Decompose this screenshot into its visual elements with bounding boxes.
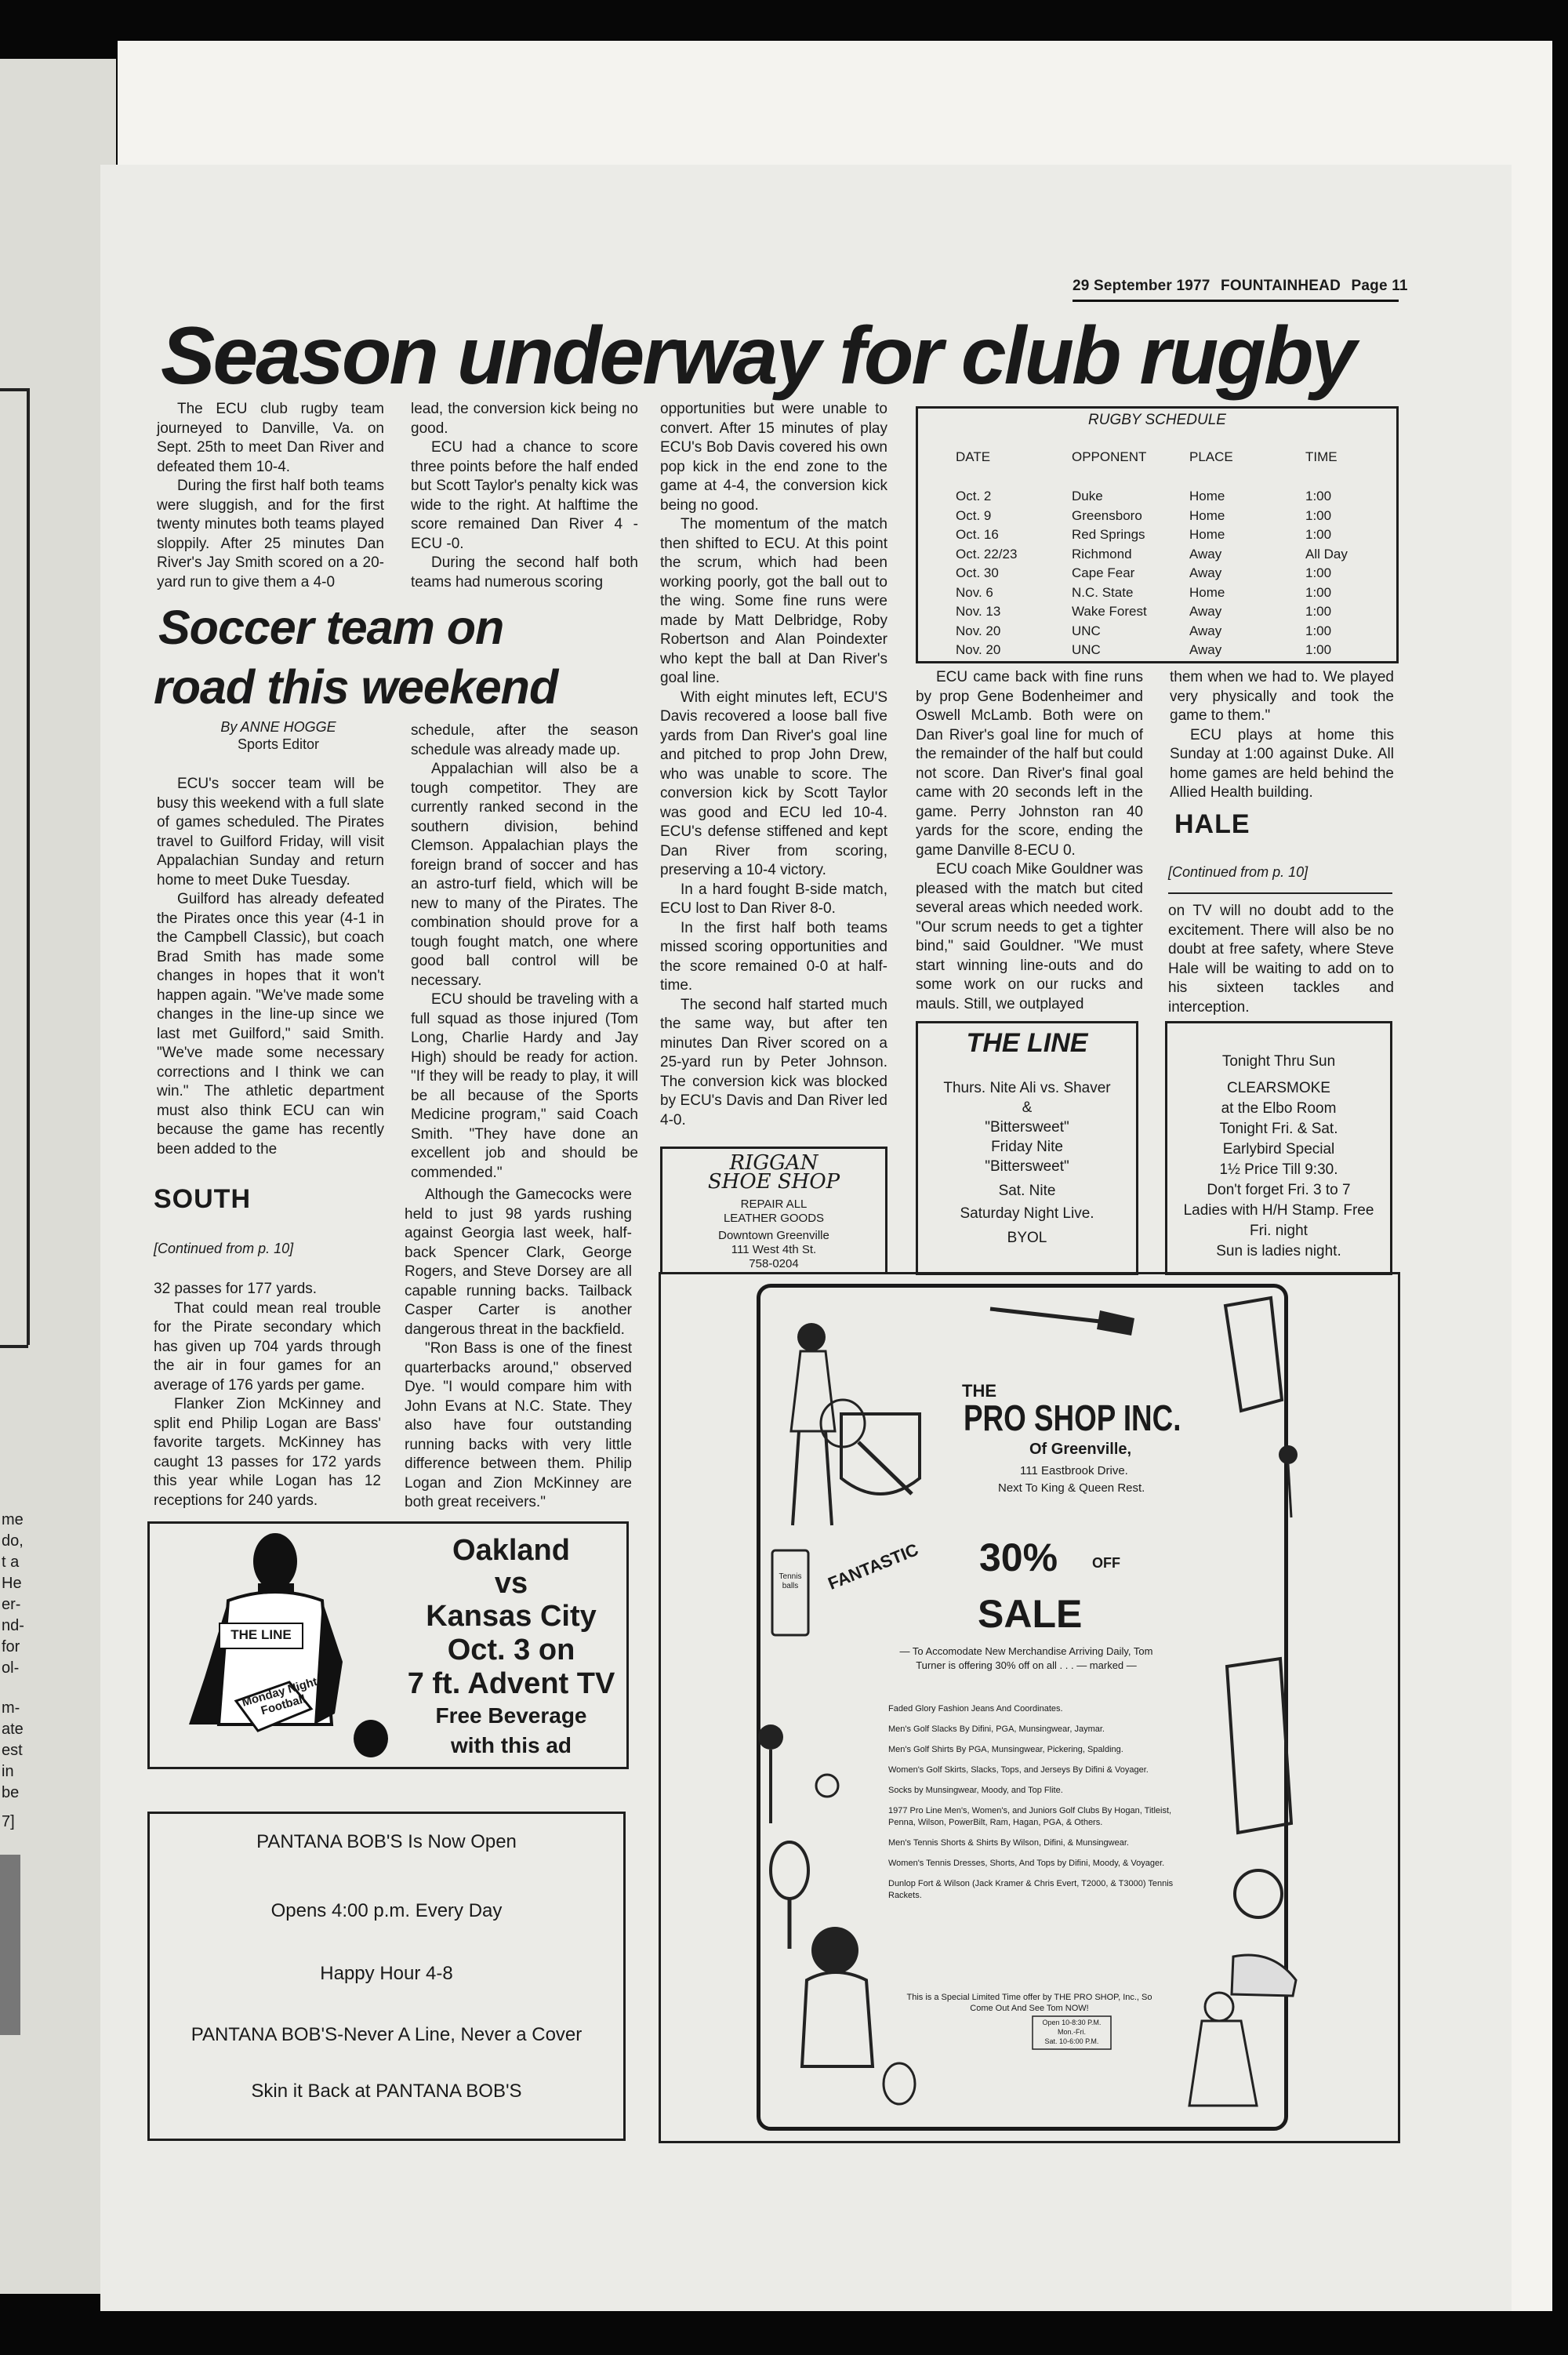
- schedule-header: PLACE: [1189, 449, 1233, 464]
- left-page-rule: [0, 1345, 28, 1348]
- soccer-column-1: [157, 775, 384, 1159]
- paragraph: With eight minutes left, ECU'S Davis recovered a loose ball five yards from Dan River's goal line and pitched to prop John Drew, who was unable to score. The conversion kick by Scott Taylor was good and ECU led 10-4. ECU's defense stiffened and kept Dan River from scoring, preserving a 10-4 victory.: [660, 689, 887, 878]
- ad-line: Happy Hour 4-8: [320, 1963, 453, 1984]
- ad-line: &: [1022, 1099, 1033, 1116]
- ad-line: PANTANA BOB'S Is Now Open: [256, 1831, 517, 1852]
- ad-line: Sat. Nite: [998, 1183, 1056, 1199]
- south-column-1: [154, 1280, 381, 1510]
- paragraph: ECU should be traveling with a full squad as those injured (Tom Long, Charlie Hardy and Jay High) should be ready for action. "If they will be ready to play, it will be all because of the Sports Medicine program," said Coach Smith. "They have done an excellent job and should be commended.": [411, 991, 638, 1181]
- hale-column: [1168, 902, 1394, 1017]
- rugby-column-1: [157, 400, 384, 592]
- hale-title: HALE: [1174, 809, 1250, 839]
- schedule-header: TIME: [1305, 449, 1338, 464]
- proshop-next-to: Next To King & Queen Rest.: [998, 1481, 1145, 1495]
- left-page-fragment: est: [2, 1742, 23, 1759]
- paragraph: During the first half both teams were sluggish, and for the first twenty minutes both teams played sloppily. After 25 minutes Dan River's Jay Smith scored on a 20-yard run to give them a 4-0: [157, 478, 384, 591]
- paragraph: The second half started much the same way, but after ten minutes Dan River scored on a 25-yard run by Peter Johnson. The conversion kick was blocked by ECU's Davis and Dan River led 4-0.: [660, 996, 887, 1128]
- ad-line: Tonight Thru Sun: [1221, 1053, 1336, 1070]
- rugby-schedule: [916, 406, 1399, 663]
- paragraph: ECU's soccer team will be busy this weekend with a full slate of games scheduled. The Pirates travel to Guilford Friday, will visit Appalachian Sunday and return home to meet Duke Tuesday.: [157, 776, 384, 889]
- schedule-cell: 1:00: [1305, 489, 1332, 503]
- continued-note: [Continued from p. 10]: [1168, 864, 1308, 880]
- soccer-headline-line: Soccer team on: [158, 601, 504, 654]
- left-page-fragment: He: [2, 1575, 22, 1592]
- rugby-column-2: [411, 400, 638, 592]
- schedule-cell: 1:00: [1305, 642, 1332, 657]
- schedule-cell: 1:00: [1305, 507, 1332, 523]
- schedule-cell: Duke: [1072, 489, 1103, 503]
- schedule-title: RUGBY SCHEDULE: [1088, 412, 1226, 428]
- hours-line: Open 10-8:30 P.M.: [1042, 2019, 1102, 2026]
- soccer-headline: [154, 598, 557, 717]
- list-item: Men's Tennis Shorts & Shirts By Wilson, Difini, & Munsingwear.: [888, 1838, 1129, 1848]
- ad-line: 111 West 4th St.: [731, 1243, 817, 1256]
- paragraph: ECU came back with fine runs by prop Gene Bodenheimer and Oswell McLamb. Both were on Dan River's goal line for much of the remainder of the half but could not score. Dan River's final goal came with 20 seconds left in the game. Perry Johnston ran 40 yards for the score, ending the game Danville 8-ECU 0.: [916, 669, 1143, 859]
- schedule-cell: Oct. 9: [956, 507, 992, 523]
- left-page-fragment: m-: [2, 1699, 20, 1717]
- proshop-sale: SALE: [978, 1592, 1083, 1636]
- south-title: SOUTH: [154, 1184, 251, 1214]
- schedule-cell: Nov. 20: [956, 642, 1001, 657]
- proshop-of-greenville: Of Greenville,: [1029, 1441, 1132, 1458]
- paragraph: them when we had to. We played very physically and took the game to them.": [1170, 669, 1394, 724]
- rugby-column-3: [660, 400, 887, 1130]
- ad-line: at the Elbo Room: [1221, 1100, 1337, 1117]
- soccer-byline: [188, 718, 368, 753]
- ad-line: vs: [494, 1567, 528, 1600]
- ad-line: LEATHER GOODS: [723, 1212, 825, 1225]
- schedule-cell: Nov. 6: [956, 584, 993, 600]
- ad-line: Friday Nite: [991, 1139, 1063, 1155]
- proshop-the: THE: [962, 1381, 996, 1401]
- left-page-fragment: for: [2, 1638, 20, 1655]
- paragraph: Flanker Zion McKinney and split end Philip Logan are Bass' favorite targets. McKinney has caught 13 passes for 172 yards this year while Logan has 12 receptions for 240 yards.: [154, 1396, 381, 1509]
- schedule-cell: Away: [1189, 546, 1222, 561]
- left-page-fragment: 7]: [2, 1813, 15, 1830]
- tennis-balls-can-label: Tennis balls: [779, 1572, 802, 1590]
- schedule-cell: Away: [1189, 565, 1222, 580]
- riggan-name-line: RIGGAN: [729, 1151, 818, 1175]
- schedule-cell: Nov. 20: [956, 623, 1001, 638]
- paragraph: That could mean real trouble for the Pirate secondary which has given up 704 yards through the air in four games for an average of 176 yards per game.: [154, 1299, 381, 1394]
- south-column-2: [405, 1186, 632, 1513]
- list-item: Faded Glory Fashion Jeans And Coordinates.: [888, 1704, 1063, 1714]
- paragraph: During the second half both teams had numerous scoring: [411, 554, 638, 591]
- byline-role: Sports Editor: [237, 736, 320, 752]
- continued-note: [Continued from p. 10]: [154, 1241, 294, 1256]
- header-rule: [1073, 300, 1399, 302]
- riggan-name: [662, 1151, 885, 1194]
- paragraph: opportunities but were unable to convert. After 15 minutes of play ECU's Bob Davis covered his own pop kick in the end zone to the game at 4-4, the conversion kick being no good.: [660, 401, 887, 514]
- paragraph: ECU had a chance to score three points before the half ended but Scott Taylor's penalty kick was wide to the right. At halftime the score remained Dan River 4 - ECU -0.: [411, 439, 638, 552]
- ad-line: Ladies with H/H Stamp. Free: [1183, 1202, 1374, 1219]
- ad-line: "Bittersweet": [985, 1119, 1069, 1136]
- schedule-cell: Oct. 16: [956, 527, 999, 542]
- schedule-cell: Away: [1189, 604, 1222, 619]
- schedule-cell: Red Springs: [1072, 527, 1145, 542]
- list-item: 1977 Pro Line Men's, Women's, and Juniors Golf Clubs By Hogan, Titleist, Penna, Wilson, PowerBilt, Ram, Hagan, PGA, & Others.: [888, 1806, 1172, 1827]
- schedule-cell: 1:00: [1305, 565, 1332, 580]
- schedule-cell: 1:00: [1305, 527, 1332, 542]
- schedule-cell: Home: [1189, 507, 1225, 523]
- rugby-column-4: [916, 668, 1143, 1014]
- elbo-body: [1167, 1052, 1390, 1262]
- schedule-cell: Home: [1189, 489, 1225, 503]
- list-item: Men's Golf Shirts By PGA, Munsingwear, Pickering, Spalding.: [888, 1745, 1123, 1754]
- soccer-column-2: [411, 721, 638, 1183]
- paragraph: Guilford has already defeated the Pirates once this year (4-1 in the Campbell Classic), but coach Brad Smith has made some changes in hopes that it won't happen again. "We've made some changes in the line-up since we last met Guilford," said Smith. "We've made some necessary corrections and I think we can win." The athletic department must also think ECU can win because the game has recently been added to the: [157, 891, 384, 1158]
- header-paper: FOUNTAINHEAD: [1221, 278, 1341, 294]
- left-page-fragment: do,: [2, 1532, 24, 1550]
- paragraph: In the first half both teams missed scoring opportunities and the score remained 0-0 at half-time.: [660, 919, 887, 994]
- paragraph: In a hard fought B-side match, ECU lost to Dan River 8-0.: [660, 881, 887, 917]
- page-header: [1073, 278, 1408, 295]
- ad-line: CLEARSMOKE: [1227, 1080, 1330, 1096]
- paragraph: The ECU club rugby team journeyed to Danville, Va. on Sept. 25th to meet Dan River and defeated them 10-4.: [157, 401, 384, 475]
- ad-line: Sun is ladies night.: [1216, 1243, 1341, 1259]
- left-page-fragment: ol-: [2, 1659, 20, 1677]
- schedule-cell: Oct. 2: [956, 489, 992, 503]
- left-page-fragment: ate: [2, 1721, 24, 1738]
- schedule-header: OPPONENT: [1072, 449, 1147, 464]
- paragraph: on TV will no doubt add to the excitement. There will also be no doubt at free safety, where Steve Hale will be waiting to add on to his sixteen tackles and interception.: [1168, 903, 1394, 1016]
- riggan-body: [662, 1197, 885, 1271]
- left-page-photo: [0, 1855, 20, 2035]
- oakland-ad-text: [397, 1533, 625, 1761]
- paragraph: schedule, after the season schedule was already made up.: [411, 722, 638, 758]
- the-line-ad: [916, 1021, 1138, 1275]
- schedule-cell: Away: [1189, 642, 1222, 657]
- ad-line: Saturday Night Live.: [960, 1205, 1094, 1222]
- proshop-hours: [1033, 2018, 1111, 2046]
- paragraph: Appalachian will also be a tough competitor. They are currently ranked second in the southern division, behind Clemson. Appalachian plays the foreign brand of soccer and has an astro-turf field, which will be new to many of the Pirates. The combination should prove for a tough fought match, one where good ball control will be necessary.: [411, 761, 638, 989]
- pantana-bobs-ad: [147, 1812, 626, 2141]
- left-page-fragment: er-: [2, 1596, 21, 1613]
- schedule-header: DATE: [956, 449, 991, 464]
- schedule-cell: Home: [1189, 584, 1225, 600]
- proshop-fantastic: FANTASTIC: [825, 1539, 921, 1594]
- the-line-title: THE LINE: [966, 1028, 1088, 1058]
- left-page-rule: [27, 388, 30, 1345]
- ad-line: 7 ft. Advent TV: [407, 1667, 615, 1700]
- rugby-column-5: [1170, 668, 1394, 803]
- schedule-cell: Home: [1189, 527, 1225, 542]
- mnf-label: Monday Night Football: [240, 1674, 319, 1718]
- schedule-cell: Nov. 13: [956, 604, 1001, 619]
- paragraph: The momentum of the match then shifted to ECU. At this point the scrum, which had been working poorly, got the ball out to the wing. Some fine runs were made by Matt Delbridge, Roby Robertson and Alan Poindexter who kept the ball at Dan River's goal line.: [660, 516, 887, 686]
- proshop-intro: — To Accomodate New Merchandise Arriving Daily, Tom Turner is offering 30% off on all . . . — marked —: [899, 1645, 1153, 1671]
- left-page-fragment: nd-: [2, 1617, 24, 1634]
- left-page-fragment: in: [2, 1763, 14, 1780]
- riggan-shoe-shop-ad: [660, 1147, 887, 1274]
- ad-line: Free Beverage: [435, 1703, 587, 1728]
- paragraph: lead, the conversion kick being no good.: [411, 401, 638, 437]
- schedule-cell: 1:00: [1305, 604, 1332, 619]
- ad-line: 1½ Price Till 9:30.: [1219, 1161, 1338, 1178]
- header-date: 29 September 1977: [1073, 278, 1210, 294]
- ad-line: Thurs. Nite Ali vs. Shaver: [943, 1080, 1111, 1096]
- ad-line: 758-0204: [749, 1257, 799, 1270]
- ad-line: REPAIR ALL: [740, 1197, 808, 1211]
- proshop-address: 111 Eastbrook Drive.: [1020, 1464, 1128, 1477]
- left-page-edge: [0, 59, 116, 2294]
- schedule-cell: Cape Fear: [1072, 565, 1135, 580]
- riggan-name-line: SHOE SHOP: [707, 1170, 840, 1194]
- list-item: Women's Golf Skirts, Slacks, Tops, and Jerseys By Difini & Voyager.: [888, 1765, 1149, 1775]
- soccer-headline-line: road this weekend: [154, 660, 558, 714]
- the-line-badge: THE LINE: [219, 1623, 303, 1649]
- schedule-cell: UNC: [1072, 642, 1101, 657]
- divider: [1168, 892, 1392, 894]
- byline-name: By ANNE HOGGE: [220, 719, 336, 735]
- the-line-body: [918, 1078, 1136, 1248]
- schedule-cell: Away: [1189, 623, 1222, 638]
- ad-line: PANTANA BOB'S-Never A Line, Never a Cover: [191, 2024, 583, 2045]
- rugby-headline: Season underway for club rugby: [161, 311, 1355, 402]
- ad-line: Opens 4:00 p.m. Every Day: [270, 1900, 503, 1921]
- paragraph: 32 passes for 177 yards.: [154, 1281, 318, 1297]
- left-page-fragment: be: [2, 1784, 20, 1801]
- ad-line: Oakland: [452, 1534, 570, 1567]
- hours-line: Mon.-Fri.: [1058, 2028, 1086, 2036]
- schedule-cell: UNC: [1072, 623, 1101, 638]
- ad-line: Tonight Fri. & Sat.: [1219, 1121, 1338, 1137]
- left-page-fragment: t a: [2, 1554, 20, 1571]
- proshop-item-list: [888, 1703, 1174, 1910]
- list-item: Women's Tennis Dresses, Shorts, And Tops by Difini, Moody, & Voyager.: [888, 1859, 1165, 1868]
- ad-line: Kansas City: [426, 1600, 597, 1633]
- list-item: Men's Golf Slacks By Difini, PGA, Munsingwear, Jaymar.: [888, 1724, 1105, 1734]
- ad-line: Oct. 3 on: [447, 1634, 575, 1666]
- schedule-cell: Wake Forest: [1072, 604, 1147, 619]
- schedule-cell: N.C. State: [1072, 584, 1134, 600]
- schedule-cell: 1:00: [1305, 584, 1332, 600]
- proshop-footer: This is a Special Limited Time offer by THE PRO SHOP, Inc., So Come Out And See Tom NOW!: [906, 1993, 1152, 2013]
- pro-shop-ad: [659, 1272, 1400, 2143]
- ad-line: Don't forget Fri. 3 to 7: [1207, 1182, 1351, 1198]
- proshop-name: PRO SHOP INC.: [964, 1397, 1181, 1438]
- list-item: Socks by Munsingwear, Moody, and Top Flite.: [888, 1786, 1063, 1795]
- ad-line: Skin it Back at PANTANA BOB'S: [251, 2081, 522, 2102]
- schedule-cell: 1:00: [1305, 623, 1332, 638]
- paragraph: "Ron Bass is one of the finest quarterbacks around," observed Dye. "I would compare him with John Evans at N.C. State. They also have four outstanding running backs with very little difference between them. Philip Logan and Zion McKinney are both great receivers.": [405, 1340, 632, 1510]
- proshop-percent: 30%: [979, 1535, 1058, 1579]
- left-page-rule: [0, 388, 28, 391]
- header-page: Page 11: [1351, 278, 1408, 294]
- schedule-cell: All Day: [1305, 546, 1348, 561]
- proshop-off: OFF: [1092, 1555, 1120, 1571]
- paragraph: ECU coach Mike Gouldner was pleased with the match but cited several areas which needed work. "Our scrum needs to get a tighter bind," said Gouldner. "We must start winning line-outs and do some work on our rucks and mauls. Still, we outplayed: [916, 861, 1143, 1012]
- paragraph: ECU plays at home this Sunday at 1:00 against Duke. All home games are held behind the Allied Health building.: [1170, 726, 1394, 801]
- schedule-cell: Oct. 30: [956, 565, 999, 580]
- ad-line: "Bittersweet": [985, 1158, 1069, 1175]
- monday-night-football-ad: [147, 1521, 629, 1769]
- ad-line: Fri. night: [1250, 1223, 1308, 1239]
- ad-line: with this ad: [451, 1733, 572, 1757]
- hours-line: Sat. 10-6:00 P.M.: [1044, 2037, 1099, 2045]
- schedule-cell: Richmond: [1072, 546, 1132, 561]
- schedule-cell: Greensboro: [1072, 507, 1142, 523]
- ad-line: Downtown Greenville: [718, 1229, 829, 1242]
- ad-line: BYOL: [1007, 1230, 1047, 1246]
- ad-line: Earlybird Special: [1222, 1141, 1335, 1158]
- schedule-cell: Oct. 22/23: [956, 546, 1018, 561]
- elbo-room-ad: [1165, 1021, 1392, 1275]
- left-page-fragment: me: [2, 1511, 24, 1528]
- paragraph: Although the Gamecocks were held to just 98 yards rushing against Georgia last week, half-back Spencer Clark, George Rogers, and Steve Dorsey are all capable running backs. Tailback Casper Carter is another dangerous threat in the backfield.: [405, 1187, 632, 1338]
- list-item: Dunlop Fort & Wilson (Jack Kramer & Chris Evert, T2000, & T3000) Tennis Rackets.: [888, 1879, 1174, 1900]
